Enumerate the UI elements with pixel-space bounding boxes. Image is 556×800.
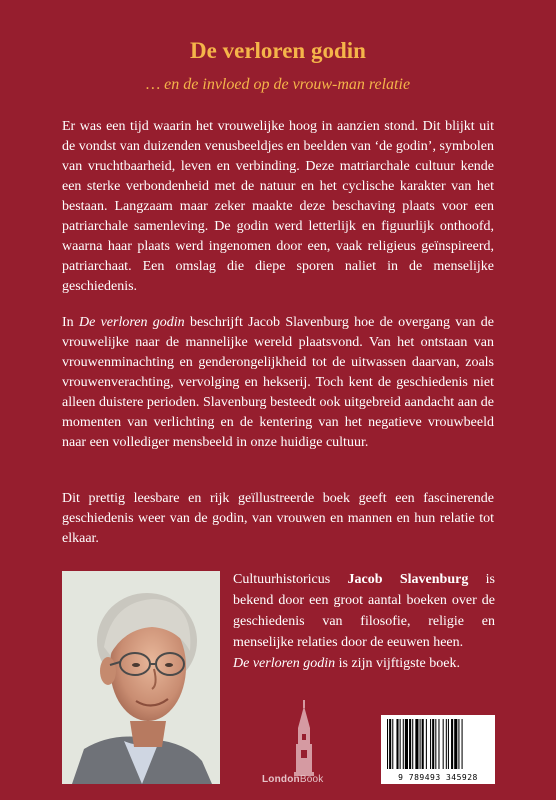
barcode-bar bbox=[387, 719, 388, 769]
paragraph-closing: Dit prettig leesbare en rijk geïllustreerde boek geeft een fascinerende geschiedenis weer van de godin, van vrouwen en mannen en hun relatie tot elkaar. bbox=[62, 491, 494, 546]
publisher-name bbox=[262, 774, 323, 785]
barcode-bar bbox=[412, 719, 413, 769]
publisher-name-bold: London bbox=[262, 774, 300, 785]
author-photo bbox=[62, 571, 220, 784]
barcode-bar bbox=[420, 719, 421, 769]
author-bio-closing: is zijn vijftigste boek. bbox=[335, 656, 460, 671]
barcode-bar bbox=[415, 719, 418, 769]
barcode-bar bbox=[426, 719, 427, 769]
barcode-bar bbox=[448, 719, 449, 769]
barcode-bar bbox=[438, 719, 439, 769]
barcode-bar bbox=[462, 719, 463, 769]
paragraph-summary-rest: beschrijft Jacob Slavenburg hoe de overgang van de vrouwelijke naar de mannelijke wereld plaatsvond. Van het ontstaan van vrouwenminachting en genderongelijkheid tot de uitwassen daarvan, zoals vrouwenverachting, vervolging en hekserij. Toch kent de geschiedenis niet alleen duistere perioden. Slavenburg besteedt ook uitgebreid aandacht aan de momenten van verlichting en de kentering van het negatieve vrouwbeeld naar een vollediger mensbeeld in onze huidige cultuur. bbox=[62, 315, 495, 450]
barcode-bar bbox=[392, 719, 393, 769]
isbn-barcode bbox=[381, 715, 495, 784]
author-bio bbox=[233, 569, 495, 674]
isbn-number: 9 789493 345928 bbox=[398, 773, 478, 782]
barcode-bar bbox=[432, 719, 434, 769]
barcode-bar bbox=[458, 719, 459, 769]
barcode-bar bbox=[446, 719, 447, 769]
author-bio-rest: is bekend door een groot aantal boeken over de geschiedenis van filosofie, religie en menselijke relaties door de eeuwen heen. bbox=[233, 572, 495, 650]
publisher-name-light: Book bbox=[299, 774, 324, 785]
barcode-bar bbox=[405, 719, 408, 769]
paragraph-intro: Er was een tijd waarin het vrouwelijke hoog in aanzien stond. Dit blijkt uit de vondst van duizenden venusbeeldjes en beelden van ‘de godin’, symbolen van vruchtbaarheid, leven en verbinding. Deze matriarchale cultuur kende een sterke verbondenheid met de natuur en het cyclische karakter van het bestaan. Langzaam maar zeker maakte deze beschaving plaats voor een patriarchale samenleving. De godin werd letterlijk en figuurlijk onthoofd, waarna haar plaats werd ingenomen door een, vaak religieus geïnspireerd, patriarchaat. Een omslag die diepe sporen naliet in de menselijke geschiedenis. bbox=[62, 119, 494, 294]
barcode-bar bbox=[430, 719, 431, 769]
barcode-bar bbox=[435, 719, 436, 769]
barcode-bar bbox=[409, 719, 411, 769]
author-name: Jacob Slavenburg bbox=[347, 572, 469, 587]
book-subtitle: … en de invloed op de vrouw-man relatie bbox=[145, 76, 411, 93]
barcode-bar bbox=[454, 719, 457, 769]
book-title-bio: De verloren godin bbox=[233, 656, 336, 671]
barcode-bar bbox=[400, 719, 401, 769]
book-title: De verloren godin bbox=[190, 38, 366, 63]
author-portrait-illustration bbox=[62, 571, 220, 784]
barcode-bar bbox=[451, 719, 453, 769]
tower-icon bbox=[254, 698, 354, 778]
barcode-bar bbox=[403, 719, 404, 769]
barcode-bar bbox=[443, 719, 444, 769]
author-bio-prefix: Cultuurhistoricus bbox=[233, 572, 348, 587]
book-title-inline: De verloren godin bbox=[78, 315, 185, 330]
barcode-bar bbox=[389, 719, 391, 769]
barcode-bar bbox=[396, 719, 398, 769]
barcode-icon bbox=[381, 715, 495, 773]
barcode-bar bbox=[422, 719, 424, 769]
paragraph-summary-prefix: In bbox=[62, 315, 79, 330]
paragraph-summary bbox=[62, 313, 494, 453]
